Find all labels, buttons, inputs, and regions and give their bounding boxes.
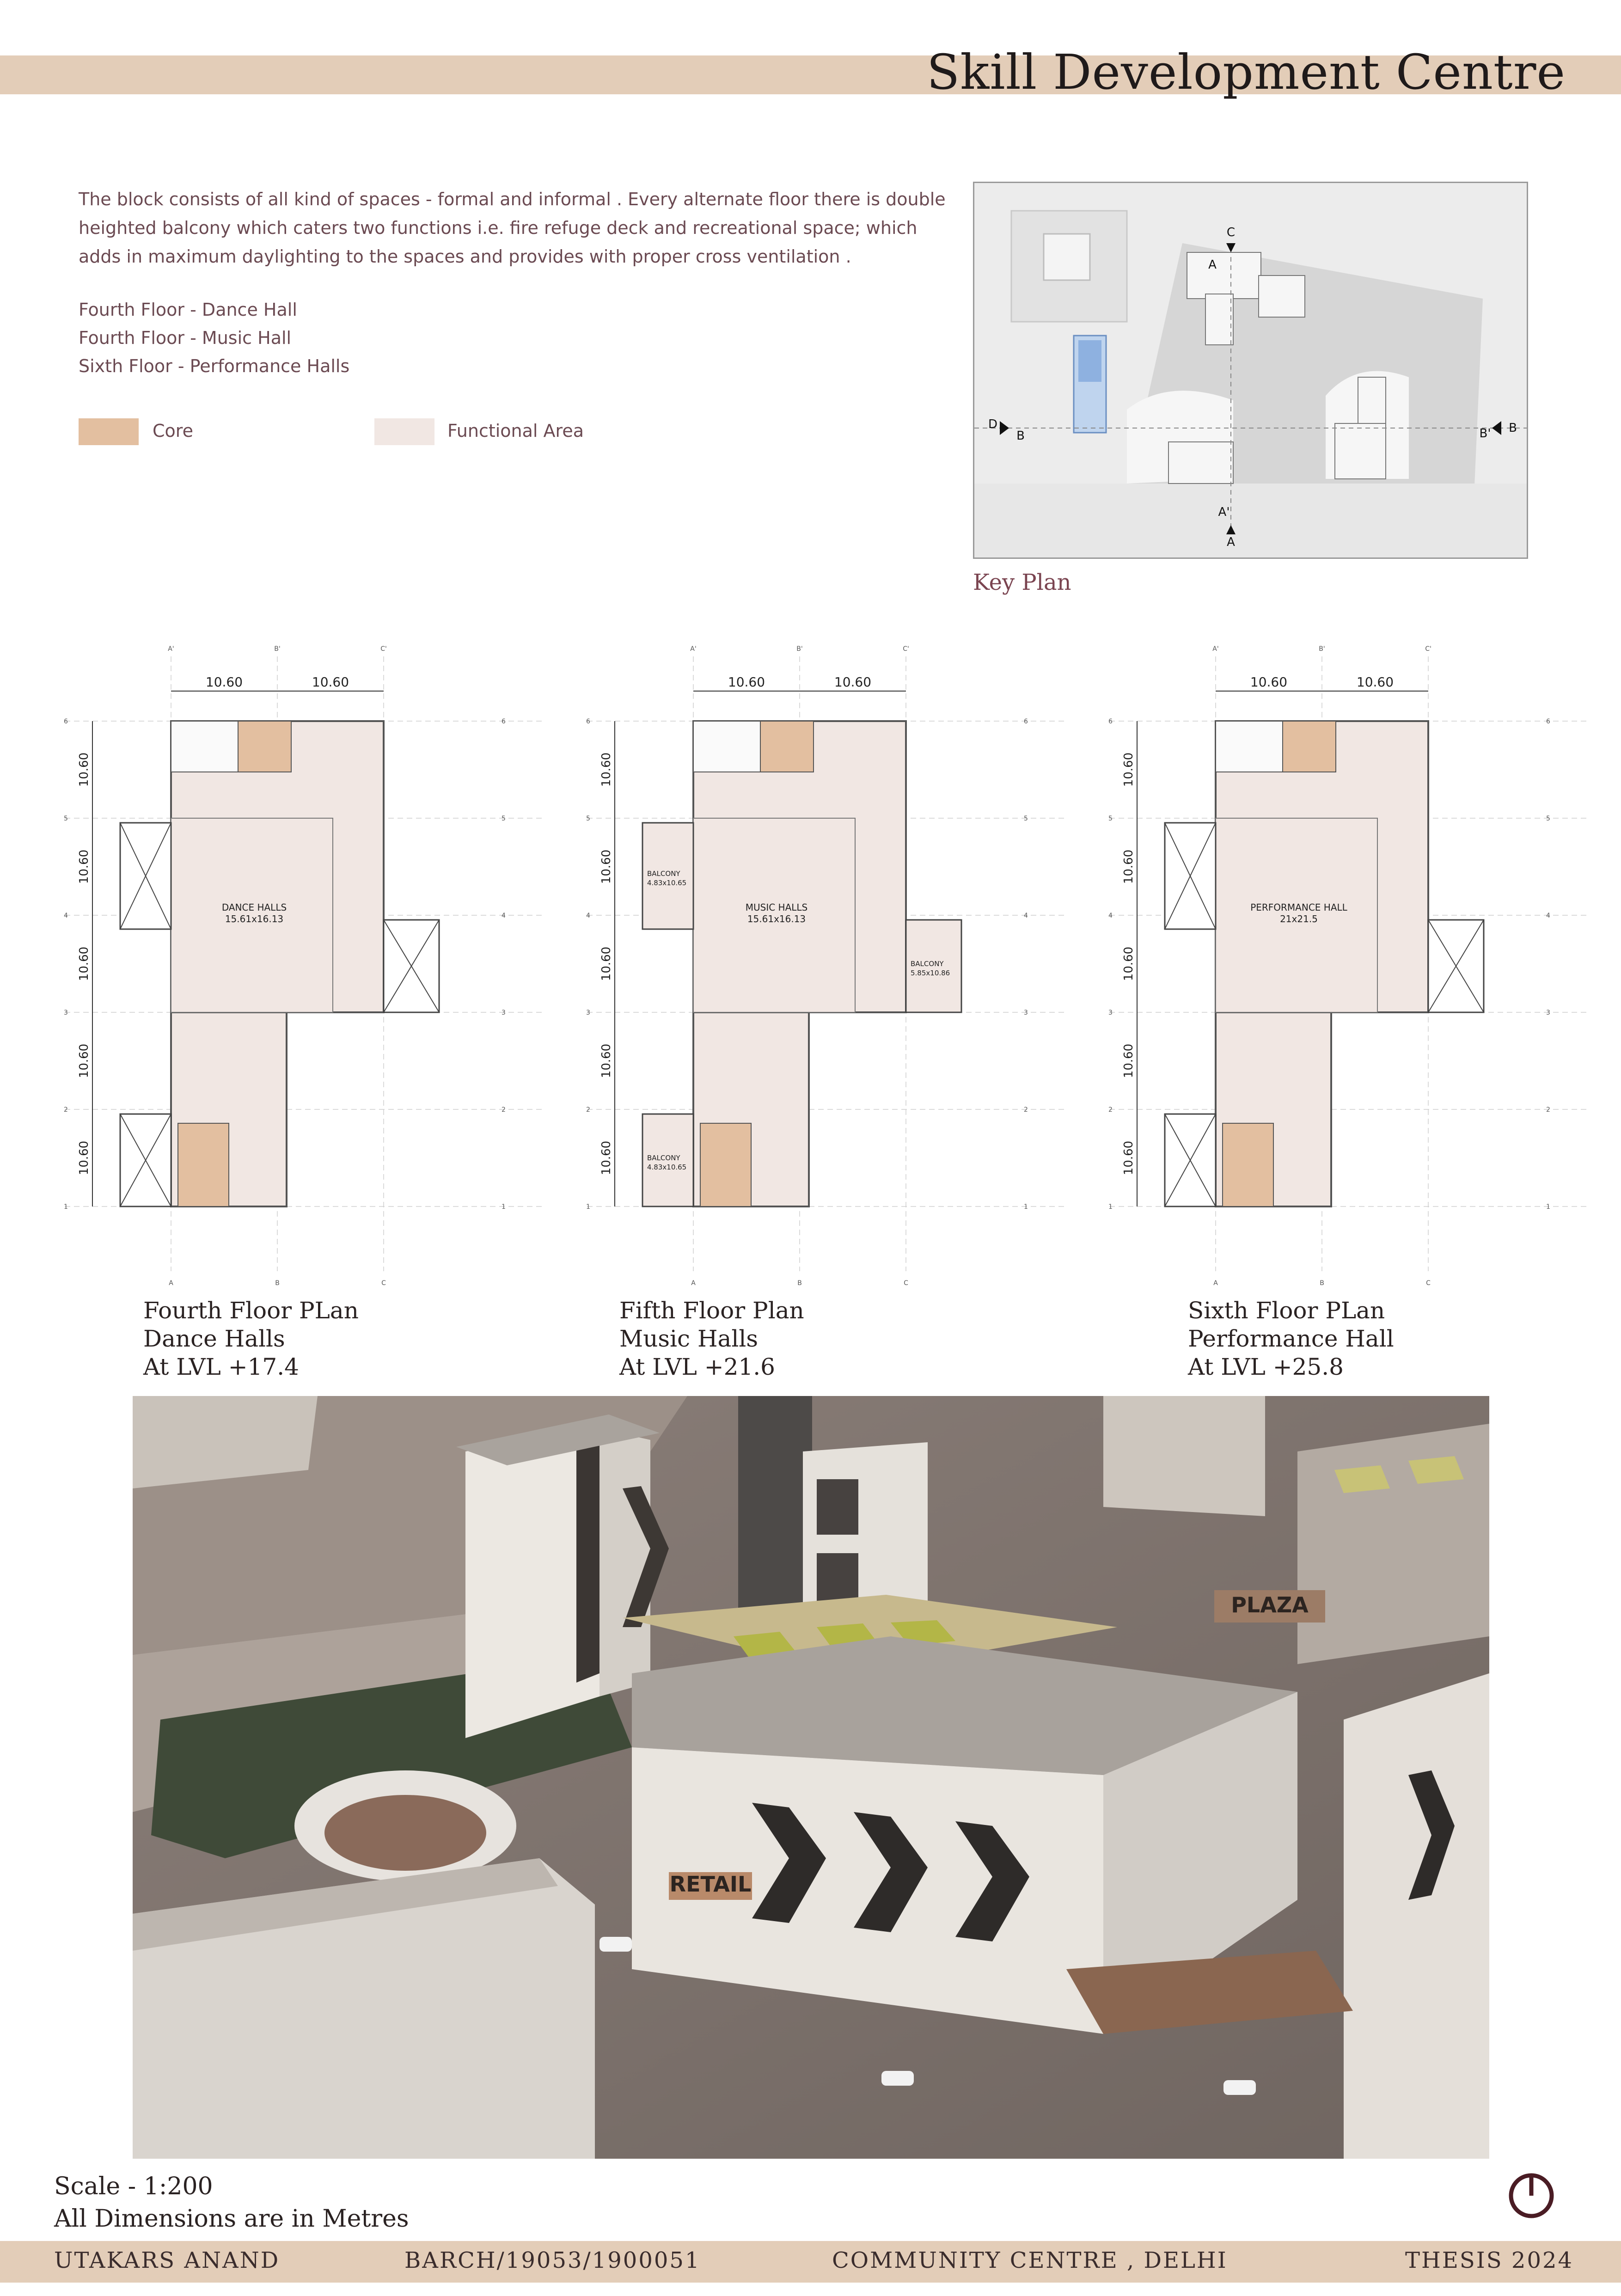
dimension-label: 10.60 — [599, 849, 613, 884]
floor-list-item: Fourth Floor - Music Hall — [79, 328, 292, 348]
grid-label: C — [904, 1280, 908, 1287]
grid-label: A — [691, 1280, 696, 1287]
legend-functional-label: Functional Area — [447, 421, 584, 441]
grid-label: 3 — [1024, 1009, 1028, 1016]
toilet-block — [1216, 721, 1283, 772]
grid-label: 1 — [64, 1203, 68, 1211]
core-area — [1283, 721, 1336, 772]
toilet-block — [171, 721, 238, 772]
grid-label: A' — [1212, 645, 1219, 653]
caption-line: Music Halls — [619, 1325, 758, 1352]
grid-label: 5 — [1546, 815, 1550, 822]
caption-line: Fifth Floor Plan — [619, 1297, 804, 1324]
key-marker: B' — [1479, 427, 1491, 441]
dimension-label: 10.60 — [599, 946, 613, 981]
dimension-label: 10.60 — [1122, 1043, 1136, 1078]
dimension-label: 10.60 — [728, 674, 765, 690]
key-plan-map — [973, 182, 1528, 559]
balcony-label: BALCONY — [647, 869, 680, 878]
floor-plan-fifth — [582, 643, 1072, 1290]
dimension-label: 10.60 — [1356, 674, 1394, 690]
footer-author: UTAKARS ANAND — [54, 2247, 280, 2273]
grid-label: 4 — [64, 912, 68, 919]
grid-label: A — [1213, 1280, 1218, 1287]
balcony-label: 5.85x10.86 — [911, 969, 950, 977]
hall-dimension: 15.61x16.13 — [225, 913, 284, 925]
grid-label: 2 — [502, 1106, 506, 1114]
grid-label: B — [797, 1280, 802, 1287]
legend-functional-swatch — [374, 418, 434, 445]
plan-caption-fourth — [143, 1297, 359, 1381]
key-plan-label: Key Plan — [973, 569, 1071, 595]
dimensions-note: All Dimensions are in Metres — [54, 2205, 409, 2233]
core-area — [700, 1123, 751, 1206]
page-title: Skill Development Centre — [927, 44, 1566, 100]
hall-label: DANCE HALLS — [221, 902, 287, 913]
plan-caption-sixth — [1188, 1297, 1394, 1381]
key-marker: A' — [1218, 505, 1230, 519]
grid-label: 1 — [1108, 1203, 1113, 1211]
caption-line: At LVL +17.4 — [143, 1353, 299, 1380]
legend-core-label: Core — [153, 421, 193, 441]
dimension-label: 10.60 — [77, 849, 91, 884]
grid-label: 2 — [586, 1106, 590, 1114]
north-arrow-icon — [1508, 2173, 1554, 2219]
grid-label: 6 — [1024, 718, 1028, 725]
core-area — [238, 721, 291, 772]
grid-label: C' — [903, 645, 909, 653]
grid-label: 2 — [1546, 1106, 1550, 1114]
grid-label: B — [1320, 1280, 1324, 1287]
dimension-label: 10.60 — [77, 752, 91, 787]
caption-line: At LVL +25.8 — [1188, 1353, 1344, 1380]
grid-label: 6 — [64, 718, 68, 725]
plan-caption-fifth — [619, 1297, 804, 1381]
grid-label: A' — [690, 645, 697, 653]
grid-label: B — [275, 1280, 280, 1287]
dimension-label: 10.60 — [1122, 946, 1136, 981]
floor-plan-fourth — [60, 643, 550, 1290]
dimension-label: 10.60 — [1250, 674, 1288, 690]
grid-label: B' — [274, 645, 281, 653]
grid-label: 4 — [1546, 912, 1550, 919]
grid-label: 4 — [1108, 912, 1113, 919]
hall-label: PERFORMANCE HALL — [1250, 902, 1347, 913]
dimension-label: 10.60 — [205, 674, 243, 690]
render-sign: RETAIL — [669, 1872, 752, 1897]
caption-line: At LVL +21.6 — [619, 1353, 775, 1380]
grid-label: 4 — [586, 912, 590, 919]
grid-label: 4 — [1024, 912, 1028, 919]
grid-label: 5 — [64, 815, 68, 822]
grid-label: 3 — [502, 1009, 506, 1016]
floor-list-item: Sixth Floor - Performance Halls — [79, 356, 350, 376]
dimension-label: 10.60 — [834, 674, 872, 690]
dimension-label: 10.60 — [599, 1140, 613, 1176]
dimension-label: 10.60 — [599, 1043, 613, 1078]
dimension-label: 10.60 — [312, 674, 349, 690]
footer-roll: BARCH/19053/1900051 — [404, 2247, 701, 2273]
description-text: The block consists of all kind of spaces - formal and informal . Every alternate floor there is double heighted balcony which caters two functions i.e. fire refuge deck and recreational space; which adds in maximum daylighting to the spaces and provides with proper cross ventilation . — [79, 189, 946, 267]
grid-label: 6 — [502, 718, 506, 725]
grid-label: 6 — [1108, 718, 1113, 725]
grid-label: 2 — [1108, 1106, 1113, 1114]
hall-dimension: 15.61x16.13 — [747, 913, 806, 925]
floor-plan-sixth — [1105, 643, 1595, 1290]
grid-label: 4 — [502, 912, 506, 919]
caption-line: Sixth Floor PLan — [1188, 1297, 1385, 1324]
grid-label: 5 — [1024, 815, 1028, 822]
dimension-label: 10.60 — [77, 1140, 91, 1176]
grid-label: 3 — [1108, 1009, 1113, 1016]
hall-label: MUSIC HALLS — [745, 902, 808, 913]
grid-label: B' — [796, 645, 803, 653]
grid-label: C — [381, 1280, 386, 1287]
grid-label: 2 — [1024, 1106, 1028, 1114]
grid-label: 3 — [64, 1009, 68, 1016]
grid-label: 5 — [586, 815, 590, 822]
grid-label: 5 — [502, 815, 506, 822]
key-marker: A — [1208, 258, 1217, 272]
key-marker: B — [1509, 421, 1517, 435]
core-area — [760, 721, 814, 772]
caption-line: Performance Hall — [1188, 1325, 1394, 1352]
grid-label: 5 — [1108, 815, 1113, 822]
dimension-label: 10.60 — [1122, 1140, 1136, 1176]
scale-note — [54, 2170, 409, 2235]
hall-dimension: 21x21.5 — [1280, 913, 1318, 925]
grid-label: 3 — [586, 1009, 590, 1016]
caption-line: Fourth Floor PLan — [143, 1297, 359, 1324]
scale-text: Scale - 1:200 — [54, 2173, 213, 2200]
key-marker: C — [1226, 226, 1236, 239]
grid-label: C — [1426, 1280, 1431, 1287]
key-marker: B — [1016, 429, 1025, 443]
render-sign: PLAZA — [1231, 1592, 1309, 1617]
dimension-label: 10.60 — [77, 1043, 91, 1078]
key-marker: A — [1227, 535, 1235, 549]
grid-label: 6 — [586, 718, 590, 725]
balcony-label: 4.83x10.65 — [647, 1163, 687, 1171]
grid-label: 1 — [586, 1203, 590, 1211]
dimension-label: 10.60 — [1122, 752, 1136, 787]
floor-list — [79, 296, 349, 380]
caption-line: Dance Halls — [143, 1325, 285, 1352]
grid-label: B' — [1319, 645, 1325, 653]
floor-list-item: Fourth Floor - Dance Hall — [79, 300, 297, 320]
grid-label: 2 — [64, 1106, 68, 1114]
balcony-label: 4.83x10.65 — [647, 879, 687, 887]
grid-label: 1 — [1546, 1203, 1550, 1211]
dimension-label: 10.60 — [599, 752, 613, 787]
core-area — [1223, 1123, 1273, 1206]
core-area — [178, 1123, 229, 1206]
balcony-label: BALCONY — [647, 1154, 680, 1162]
footer-thesis: THESIS 2024 — [1405, 2247, 1574, 2273]
grid-label: 1 — [502, 1203, 506, 1211]
toilet-block — [693, 721, 760, 772]
balcony-label: BALCONY — [911, 960, 944, 968]
legend-core-swatch — [79, 418, 139, 445]
grid-label: A — [169, 1280, 173, 1287]
key-marker: D — [988, 417, 998, 431]
grid-label: C' — [1425, 645, 1431, 653]
grid-label: 1 — [1024, 1203, 1028, 1211]
dimension-label: 10.60 — [77, 946, 91, 981]
grid-label: A' — [168, 645, 174, 653]
grid-label: 6 — [1546, 718, 1550, 725]
aerial-render — [133, 1396, 1489, 2159]
dimension-label: 10.60 — [1122, 849, 1136, 884]
footer-project: COMMUNITY CENTRE , DELHI — [832, 2247, 1228, 2273]
grid-label: 3 — [1546, 1009, 1550, 1016]
grid-label: C' — [380, 645, 387, 653]
